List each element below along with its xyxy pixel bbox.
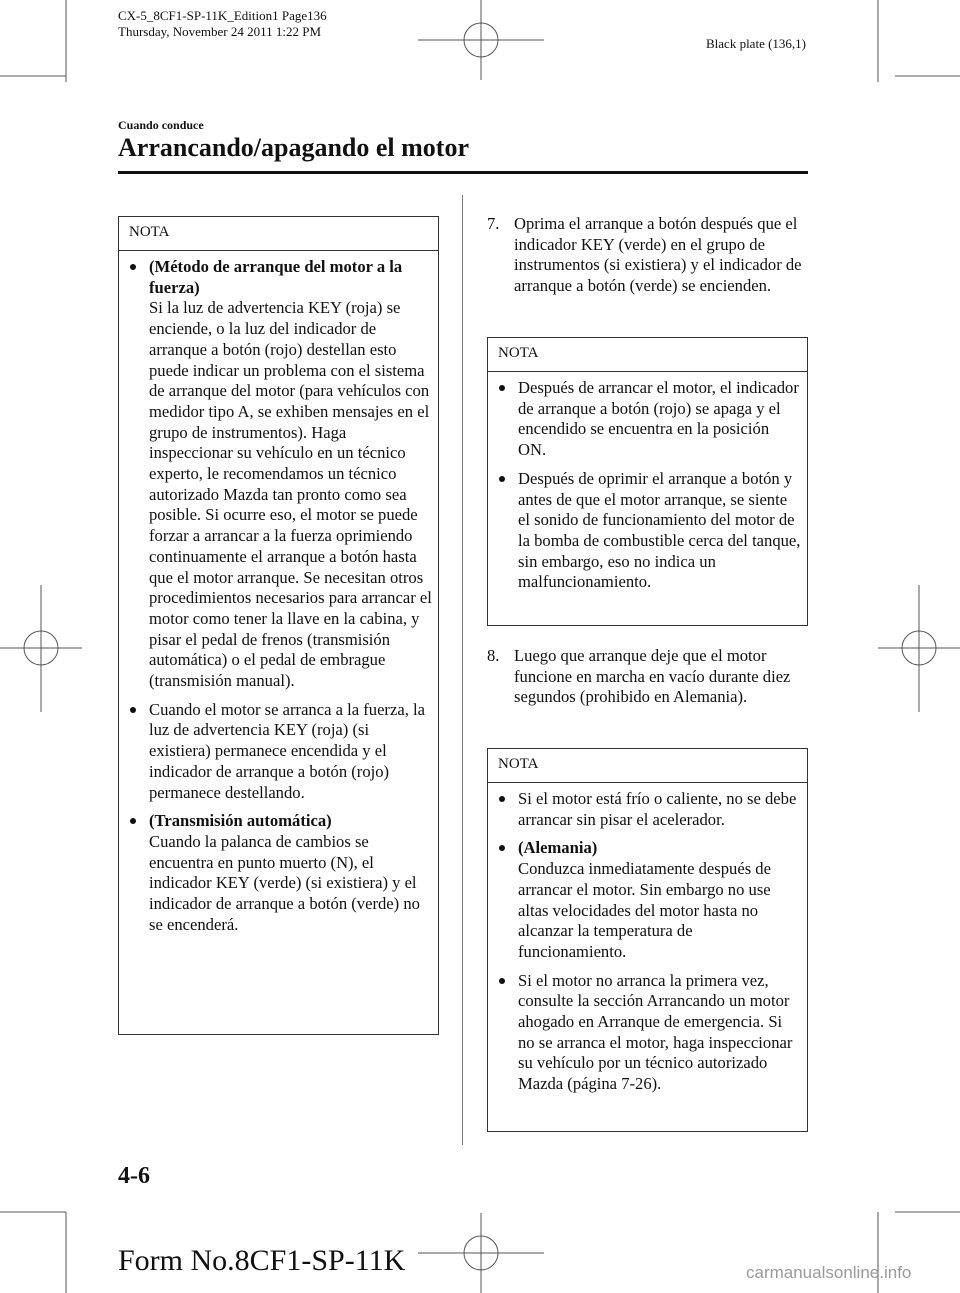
note-item-text: Cuando el motor se arranca a la fuerza, la luz de advertencia KEY (roja) (si existiera) permanece encendida y el indicador de arranque a botón (rojo) permanece destellando. [149,699,425,802]
note-list [119,251,438,944]
bullet-icon [499,385,505,391]
note-item [498,838,801,962]
note-list [488,783,807,1103]
note-box-right-2 [487,748,808,1132]
note-item-text: Conduzca inmediatamente después de arrancar el motor. Sin embargo no use altas velocidades del motor hasta no alcanzar la temperatura de funcionamiento. [518,859,771,961]
note-heading: NOTA [488,749,807,783]
note-box-right-1 [487,337,808,626]
title-rule [118,171,808,174]
note-item [129,700,432,804]
note-heading: NOTA [119,217,438,251]
bullet-icon [130,264,136,270]
step-text: Luego que arranque deje que el motor funcione en marcha en vacío durante diez segundos (prohibido en Alemania). [514,646,791,707]
note-item [129,257,432,692]
section-label: Cuando conduce [118,118,204,132]
page-number: 4-6 [118,1163,150,1189]
note-item [498,378,801,461]
file-info-line-1: CX-5_8CF1-SP-11K_Edition1 Page136 [118,8,327,23]
bullet-icon [130,707,136,713]
note-item [498,789,801,830]
step-text: Oprima el arranque a botón después que el indicador KEY (verde) en el grupo de instrumentos (si existiera) y el indicador de arranque a botón (verde) se encienden. [514,214,802,296]
note-item-text: Cuando la palanca de cambios se encuentra en punto muerto (N), el indicador KEY (verde) (si existiera) y el indicador de arranque a botón (verde) no se encenderá. [149,831,420,934]
note-item-bold: (Alemania) [518,838,598,858]
form-number: Form No.8CF1-SP-11K [118,1244,406,1277]
page-title: Arrancando/apagando el motor [118,133,469,162]
note-item-text: Si el motor no arranca la primera vez, consulte la sección Arrancando un motor ahogado en Arranque de emergencia. Si no se arranca el motor, haga inspeccionar su vehículo por un técnico autorizado Mazda (página 7-26). [518,970,793,1094]
watermark: carmanualsonline.info [746,1263,912,1282]
bullet-icon [499,796,505,802]
step-8 [487,646,809,708]
column-divider [462,195,463,1145]
note-item [498,469,801,593]
note-item [129,811,432,935]
note-list [488,372,807,601]
black-plate-label: Black plate (136,1) [706,36,806,51]
note-item-bold: (Método de arranque del motor a la fuerza) [149,257,403,297]
note-box-left [118,216,439,1035]
note-item-text: Si el motor está frío o caliente, no se debe arrancar sin pisar el acelerador. [518,789,797,829]
note-item-text: Después de arrancar el motor, el indicador de arranque a botón (rojo) se apaga y el encendido se encuentra en la posición ON. [518,378,799,460]
step-number: 7. [487,214,500,233]
bullet-icon [499,978,505,984]
bullet-icon [499,845,505,851]
note-item [498,971,801,1095]
note-item-text: Después de oprimir el arranque a botón y antes de que el motor arranque, se siente el sonido de funcionamiento del motor de la bomba de combustible cerca del tanque, sin embargo, eso no indica un malfuncionamiento. [518,468,801,592]
bullet-icon [499,476,505,482]
note-item-text: Si la luz de advertencia KEY (roja) se enciende, o la luz del indicador de arranque a botón (rojo) destellan esto puede indicar un problema con el sistema de arranque del motor (para vehículos con medidor tipo A, se exhiben mensajes en el grupo de instrumentos). Haga inspeccionar su vehículo en un técnico experto, le recomendamos un técnico autorizado Mazda tan pronto como sea posible. Si ocurre eso, el motor se puede forzar a arrancar a la fuerza oprimiendo continuamente el arranque a botón hasta que el motor arranque. Se necesitan otros procedimientos necesarios para arrancar el motor como tener la llave en la cabina, y pisar el pedal de frenos (transmisión automática) o el pedal de embrague (transmisión manual). [149,298,432,691]
step-number: 8. [487,646,500,665]
file-info-line-2: Thursday, November 24 2011 1:22 PM [118,24,322,39]
bullet-icon [130,818,136,824]
note-item-bold: (Transmisión automática) [149,811,332,831]
step-7 [487,214,809,297]
note-heading: NOTA [488,338,807,372]
